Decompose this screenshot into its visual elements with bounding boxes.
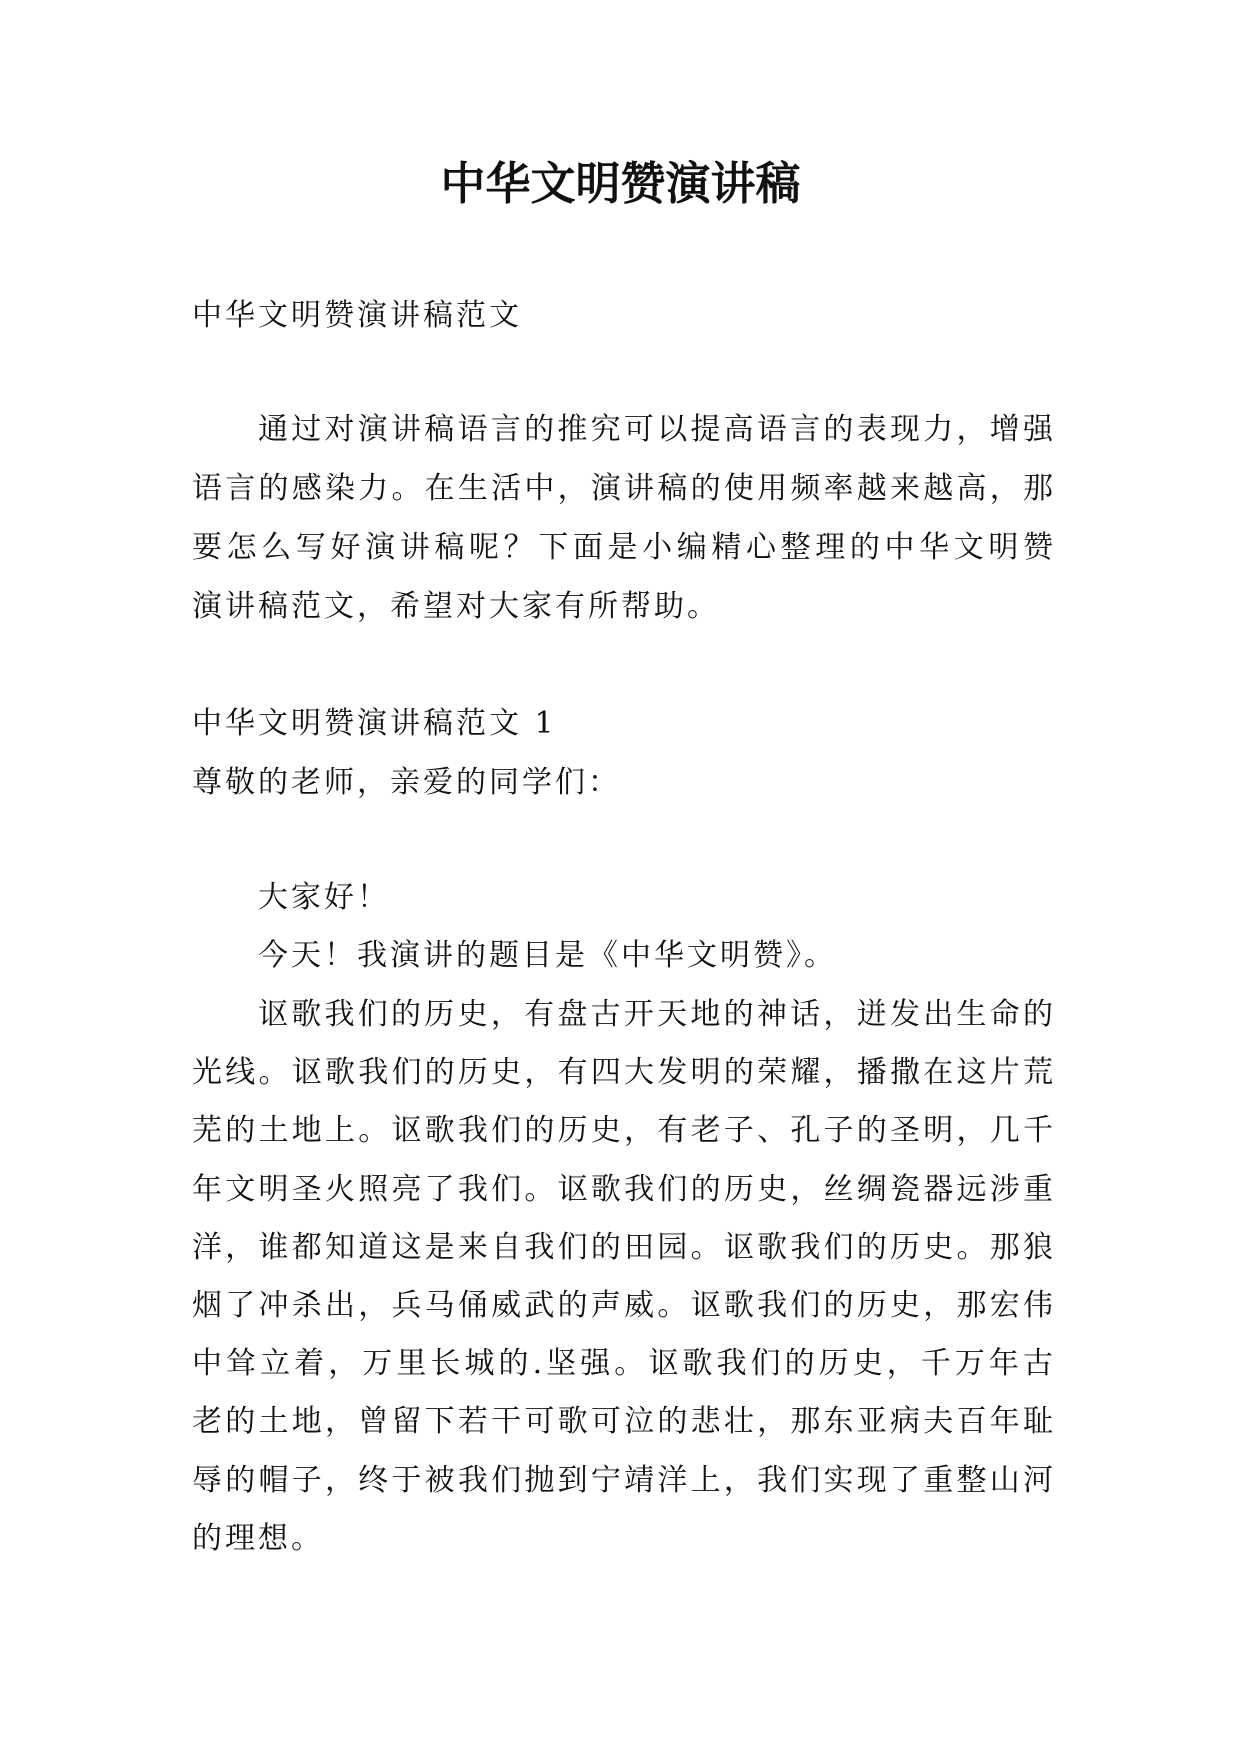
document-title: 中华文明赞演讲稿: [440, 157, 801, 210]
body-line: 辱的帽子，终于被我们抛到宁靖洋上，我们实现了重整山河: [192, 1462, 1056, 1498]
body-paragraph: [192, 986, 1056, 1568]
body-line: 光线。讴歌我们的历史，有四大发明的荣耀，播撒在这片荒: [192, 1055, 1056, 1091]
intro-line: 通过对演讲稿语言的推究可以提高语言的表现力，增强: [258, 412, 1056, 447]
body-line: 老的土地，曾留下若干可歌可泣的悲壮，那东亚病夫百年耻: [192, 1404, 1056, 1440]
salutation: [192, 754, 1056, 812]
salutation-text: 尊敬的老师，亲爱的同学们：: [192, 765, 621, 800]
body-line: 烟了冲杀出，兵马俑威武的声威。讴歌我们的历史，那宏伟: [192, 1288, 1056, 1324]
intro-line: 演讲稿范文，希望对大家有所帮助。: [192, 589, 720, 624]
speech-topic-text: 今天！我演讲的题目是《中华文明赞》。: [258, 938, 837, 973]
body-line: 中耸立着，万里长城的.坚强。讴歌我们的历史，千万年古: [192, 1346, 1056, 1382]
section-heading-text: 中华文明赞演讲稿范文 1: [192, 706, 557, 741]
intro-paragraph: [192, 400, 1056, 636]
body-line: 年文明圣火照亮了我们。讴歌我们的历史，丝绸瓷器远涉重: [192, 1171, 1056, 1207]
body-line: 洋，谁都知道这是来自我们的田园。讴歌我们的历史。那狼: [192, 1229, 1056, 1265]
body-line: 的理想。: [192, 1520, 324, 1556]
greeting-text: 大家好！: [258, 880, 390, 915]
subtitle-text: 中华文明赞演讲稿范文: [192, 298, 522, 333]
speech-topic: [192, 927, 1056, 985]
greeting: [192, 869, 1056, 927]
body-line: 芜的土地上。讴歌我们的历史，有老子、孔子的圣明，几千: [192, 1113, 1056, 1149]
body-line: 讴歌我们的历史，有盘古开天地的神话，迸发出生命的: [258, 997, 1056, 1032]
document-subtitle: [192, 287, 1056, 345]
intro-line: 要怎么写好演讲稿呢？下面是小编精心整理的中华文明赞: [192, 530, 1056, 565]
intro-line: 语言的感染力。在生活中，演讲稿的使用频率越来越高，那: [192, 471, 1056, 506]
section-heading: [192, 695, 1056, 753]
